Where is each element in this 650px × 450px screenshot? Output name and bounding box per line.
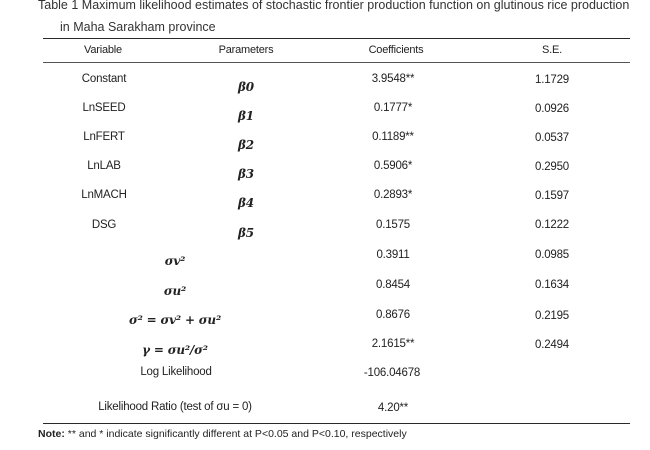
log-likelihood-label: Log Likelihood <box>140 366 212 378</box>
table-caption <box>38 0 638 38</box>
table-row-coefficient: 0.1189** <box>372 131 414 143</box>
param-beta0: β0 <box>238 80 254 94</box>
likelihood-ratio-value: 4.20** <box>377 402 409 414</box>
caption-line-1: Table 1 Maximum likelihood estimates of stochastic frontier production function on glutinous rice production <box>38 0 630 12</box>
table-row-variable: LnFERT <box>83 131 125 143</box>
param-sigma-squared-formula: σ² = σv² + σu² <box>128 313 222 327</box>
table-row-coefficient: 0.3911 <box>376 249 410 261</box>
param-sigma-v-squared: σv² <box>164 254 186 268</box>
table-row-se: 1.1729 <box>535 74 569 86</box>
table-row-variable: LnLAB <box>87 160 121 172</box>
param-beta4: β4 <box>238 196 254 210</box>
table-row-variable: LnSEED <box>82 102 126 114</box>
table-row-se: 0.2950 <box>535 161 569 173</box>
note-text: ** and * indicate significantly different at P<0.05 and P<0.10, respectively <box>67 428 407 440</box>
param-gamma-formula: γ = σu²/σ² <box>142 343 208 357</box>
table-note <box>38 428 407 440</box>
header-rule <box>43 62 630 63</box>
table-row-se: 0.0926 <box>535 103 569 115</box>
header-parameters: Parameters <box>218 44 274 56</box>
table-row-se: 0.0537 <box>535 132 569 144</box>
table-row-coefficient: 0.1575 <box>376 219 410 231</box>
table-row-coefficient: 2.1615** <box>371 338 415 350</box>
table-row-se: 0.1597 <box>535 190 569 202</box>
param-beta5: β5 <box>238 226 254 240</box>
table-row-se: 0.2494 <box>535 339 569 351</box>
header-coefficients: Coefficients <box>368 44 424 56</box>
header-se: S.E. <box>542 44 562 56</box>
table-row-se: 0.1634 <box>535 279 569 291</box>
top-rule <box>43 38 630 39</box>
table-row-variable: DSG <box>91 219 117 231</box>
param-beta1: β1 <box>238 109 254 123</box>
likelihood-ratio-label: Likelihood Ratio (test of σu = 0) <box>98 401 252 413</box>
table-row-coefficient: 0.1777* <box>373 102 413 114</box>
note-label: Note: <box>38 428 65 440</box>
table-row-se: 0.0985 <box>535 249 569 261</box>
table-row-coefficient: 3.9548** <box>371 73 415 85</box>
table-row-variable: Constant <box>81 73 127 85</box>
table-row-coefficient: 0.8676 <box>376 309 410 321</box>
table-row-se: 0.2195 <box>535 310 569 322</box>
log-likelihood-value: -106.04678 <box>363 367 421 379</box>
param-beta2: β2 <box>238 138 254 152</box>
table-row-coefficient: 0.5906* <box>373 160 413 172</box>
table-row-variable: LnMACH <box>81 189 127 201</box>
header-variable: Variable <box>84 44 122 56</box>
table-row-coefficient: 0.8454 <box>376 279 410 291</box>
param-beta3: β3 <box>238 167 254 181</box>
table-row-se: 0.1222 <box>535 219 569 231</box>
bottom-rule <box>43 423 630 424</box>
table-row-coefficient: 0.2893* <box>373 189 413 201</box>
caption-line-2: in Maha Sarakham province <box>60 20 216 34</box>
param-sigma-u-squared: σu² <box>163 284 187 298</box>
